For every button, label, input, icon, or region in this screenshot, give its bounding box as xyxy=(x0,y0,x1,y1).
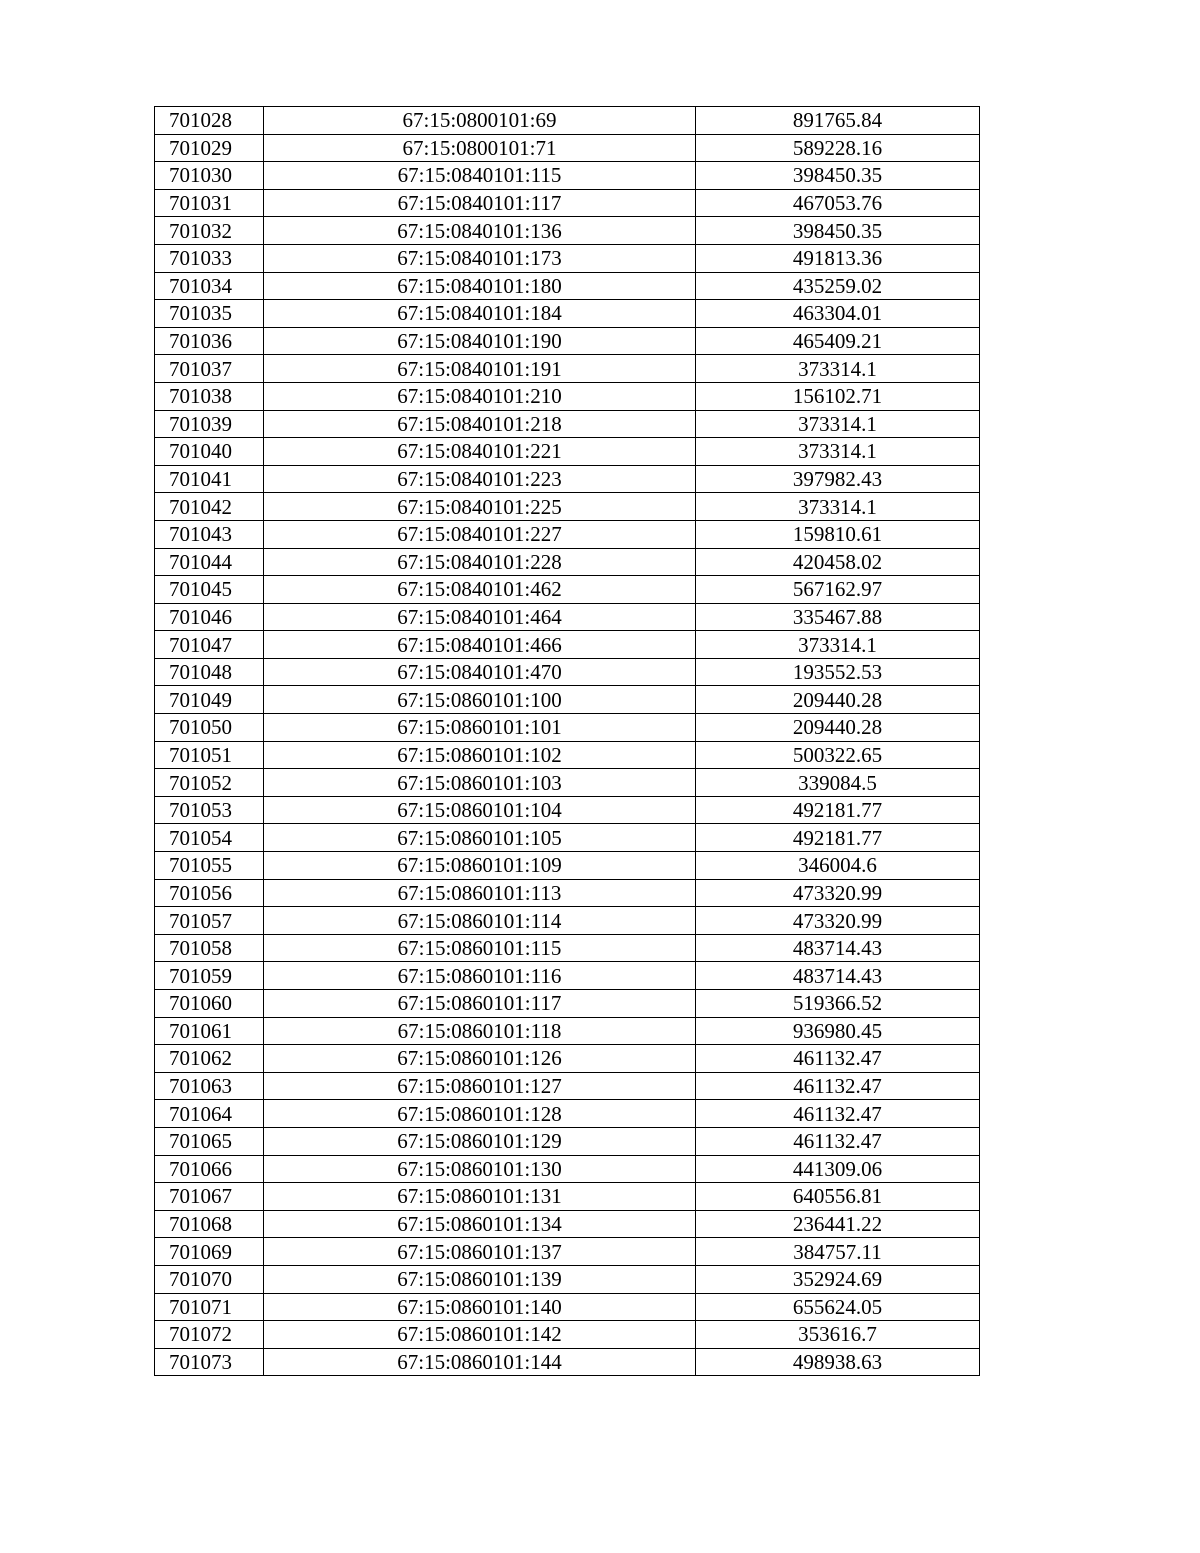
row-number-cell: 701065 xyxy=(155,1127,264,1155)
table-row xyxy=(155,1265,980,1293)
row-number-cell: 701072 xyxy=(155,1321,264,1349)
cadastral-number-cell: 67:15:0860101:128 xyxy=(264,1100,696,1128)
table-row xyxy=(155,1155,980,1183)
row-number-cell: 701047 xyxy=(155,631,264,659)
cadastral-number-cell: 67:15:0840101:464 xyxy=(264,603,696,631)
cadastral-number-cell: 67:15:0860101:117 xyxy=(264,990,696,1018)
cadastral-number-cell: 67:15:0860101:109 xyxy=(264,852,696,880)
cadastral-value-cell: 461132.47 xyxy=(696,1045,980,1073)
row-number-cell: 701063 xyxy=(155,1072,264,1100)
row-number-cell: 701069 xyxy=(155,1238,264,1266)
row-number-cell: 701062 xyxy=(155,1045,264,1073)
row-number-cell: 701038 xyxy=(155,382,264,410)
row-number-cell: 701060 xyxy=(155,990,264,1018)
table-row xyxy=(155,990,980,1018)
cadastral-number-cell: 67:15:0840101:466 xyxy=(264,631,696,659)
table-row xyxy=(155,1127,980,1155)
cadastral-value-cell: 209440.28 xyxy=(696,686,980,714)
cadastral-number-cell: 67:15:0860101:102 xyxy=(264,741,696,769)
cadastral-number-cell: 67:15:0860101:114 xyxy=(264,907,696,935)
row-number-cell: 701029 xyxy=(155,134,264,162)
cadastral-value-cell: 519366.52 xyxy=(696,990,980,1018)
row-number-cell: 701059 xyxy=(155,962,264,990)
cadastral-value-cell: 435259.02 xyxy=(696,272,980,300)
row-number-cell: 701037 xyxy=(155,355,264,383)
cadastral-number-cell: 67:15:0840101:191 xyxy=(264,355,696,383)
table-row xyxy=(155,741,980,769)
table-row xyxy=(155,189,980,217)
table-row xyxy=(155,1210,980,1238)
table-row xyxy=(155,465,980,493)
row-number-cell: 701053 xyxy=(155,796,264,824)
row-number-cell: 701032 xyxy=(155,217,264,245)
table-row xyxy=(155,355,980,383)
cadastral-value-cell: 420458.02 xyxy=(696,548,980,576)
row-number-cell: 701041 xyxy=(155,465,264,493)
cadastral-value-cell: 492181.77 xyxy=(696,824,980,852)
row-number-cell: 701043 xyxy=(155,520,264,548)
cadastral-number-cell: 67:15:0860101:134 xyxy=(264,1210,696,1238)
table-row xyxy=(155,244,980,272)
row-number-cell: 701068 xyxy=(155,1210,264,1238)
cadastral-number-cell: 67:15:0840101:462 xyxy=(264,576,696,604)
cadastral-value-cell: 397982.43 xyxy=(696,465,980,493)
cadastral-number-cell: 67:15:0840101:117 xyxy=(264,189,696,217)
cadastral-value-cell: 463304.01 xyxy=(696,300,980,328)
cadastral-number-cell: 67:15:0860101:129 xyxy=(264,1127,696,1155)
row-number-cell: 701070 xyxy=(155,1265,264,1293)
cadastral-value-cell: 193552.53 xyxy=(696,658,980,686)
row-number-cell: 701054 xyxy=(155,824,264,852)
table-row xyxy=(155,162,980,190)
cadastral-value-cell: 236441.22 xyxy=(696,1210,980,1238)
cadastral-value-cell: 461132.47 xyxy=(696,1127,980,1155)
table-row xyxy=(155,438,980,466)
cadastral-value-cell: 891765.84 xyxy=(696,107,980,135)
cadastral-number-cell: 67:15:0860101:142 xyxy=(264,1321,696,1349)
row-number-cell: 701050 xyxy=(155,714,264,742)
cadastral-value-cell: 156102.71 xyxy=(696,382,980,410)
table-body xyxy=(155,107,980,1376)
cadastral-number-cell: 67:15:0800101:69 xyxy=(264,107,696,135)
table-row xyxy=(155,879,980,907)
row-number-cell: 701052 xyxy=(155,769,264,797)
cadastral-value-cell: 441309.06 xyxy=(696,1155,980,1183)
cadastral-number-cell: 67:15:0860101:116 xyxy=(264,962,696,990)
cadastral-value-cell: 498938.63 xyxy=(696,1348,980,1376)
row-number-cell: 701034 xyxy=(155,272,264,300)
cadastral-number-cell: 67:15:0860101:101 xyxy=(264,714,696,742)
cadastral-value-cell: 352924.69 xyxy=(696,1265,980,1293)
cadastral-value-cell: 936980.45 xyxy=(696,1017,980,1045)
table-row xyxy=(155,107,980,135)
table-row xyxy=(155,1017,980,1045)
table-row xyxy=(155,714,980,742)
cadastral-value-cell: 589228.16 xyxy=(696,134,980,162)
cadastral-value-cell: 373314.1 xyxy=(696,410,980,438)
cadastral-number-cell: 67:15:0840101:227 xyxy=(264,520,696,548)
table-row xyxy=(155,824,980,852)
table-row xyxy=(155,1321,980,1349)
row-number-cell: 701033 xyxy=(155,244,264,272)
cadastral-value-cell: 483714.43 xyxy=(696,934,980,962)
cadastral-value-cell: 335467.88 xyxy=(696,603,980,631)
cadastral-number-cell: 67:15:0860101:115 xyxy=(264,934,696,962)
row-number-cell: 701051 xyxy=(155,741,264,769)
cadastral-value-cell: 473320.99 xyxy=(696,907,980,935)
table-row xyxy=(155,1045,980,1073)
table-row xyxy=(155,548,980,576)
table-row xyxy=(155,1293,980,1321)
cadastral-number-cell: 67:15:0840101:221 xyxy=(264,438,696,466)
row-number-cell: 701031 xyxy=(155,189,264,217)
cadastral-number-cell: 67:15:0840101:228 xyxy=(264,548,696,576)
cadastral-number-cell: 67:15:0860101:100 xyxy=(264,686,696,714)
row-number-cell: 701035 xyxy=(155,300,264,328)
cadastral-number-cell: 67:15:0840101:136 xyxy=(264,217,696,245)
row-number-cell: 701049 xyxy=(155,686,264,714)
table-row xyxy=(155,493,980,521)
cadastral-number-cell: 67:15:0840101:184 xyxy=(264,300,696,328)
cadastral-value-cell: 500322.65 xyxy=(696,741,980,769)
cadastral-number-cell: 67:15:0840101:218 xyxy=(264,410,696,438)
table-row xyxy=(155,217,980,245)
table-row xyxy=(155,272,980,300)
cadastral-value-cell: 353616.7 xyxy=(696,1321,980,1349)
row-number-cell: 701048 xyxy=(155,658,264,686)
cadastral-value-cell: 467053.76 xyxy=(696,189,980,217)
table-row xyxy=(155,907,980,935)
cadastral-value-cell: 492181.77 xyxy=(696,796,980,824)
cadastral-value-cell: 461132.47 xyxy=(696,1100,980,1128)
row-number-cell: 701045 xyxy=(155,576,264,604)
table-row xyxy=(155,686,980,714)
cadastral-value-cell: 483714.43 xyxy=(696,962,980,990)
cadastral-number-cell: 67:15:0840101:190 xyxy=(264,327,696,355)
cadastral-value-table xyxy=(154,106,980,1376)
cadastral-value-cell: 373314.1 xyxy=(696,631,980,659)
cadastral-value-cell: 473320.99 xyxy=(696,879,980,907)
cadastral-value-cell: 640556.81 xyxy=(696,1183,980,1211)
cadastral-value-cell: 159810.61 xyxy=(696,520,980,548)
row-number-cell: 701064 xyxy=(155,1100,264,1128)
cadastral-number-cell: 67:15:0860101:103 xyxy=(264,769,696,797)
row-number-cell: 701055 xyxy=(155,852,264,880)
cadastral-number-cell: 67:15:0860101:118 xyxy=(264,1017,696,1045)
row-number-cell: 701042 xyxy=(155,493,264,521)
row-number-cell: 701067 xyxy=(155,1183,264,1211)
cadastral-number-cell: 67:15:0860101:127 xyxy=(264,1072,696,1100)
table-row xyxy=(155,769,980,797)
cadastral-number-cell: 67:15:0840101:223 xyxy=(264,465,696,493)
cadastral-value-cell: 209440.28 xyxy=(696,714,980,742)
cadastral-value-cell: 346004.6 xyxy=(696,852,980,880)
table-row xyxy=(155,1072,980,1100)
cadastral-value-cell: 398450.35 xyxy=(696,217,980,245)
cadastral-number-cell: 67:15:0860101:139 xyxy=(264,1265,696,1293)
row-number-cell: 701071 xyxy=(155,1293,264,1321)
table-row xyxy=(155,1238,980,1266)
table-row xyxy=(155,852,980,880)
table-row xyxy=(155,520,980,548)
cadastral-number-cell: 67:15:0860101:130 xyxy=(264,1155,696,1183)
cadastral-number-cell: 67:15:0840101:115 xyxy=(264,162,696,190)
cadastral-value-cell: 339084.5 xyxy=(696,769,980,797)
row-number-cell: 701046 xyxy=(155,603,264,631)
row-number-cell: 701040 xyxy=(155,438,264,466)
cadastral-value-cell: 655624.05 xyxy=(696,1293,980,1321)
row-number-cell: 701057 xyxy=(155,907,264,935)
table-row xyxy=(155,934,980,962)
cadastral-number-cell: 67:15:0860101:105 xyxy=(264,824,696,852)
row-number-cell: 701044 xyxy=(155,548,264,576)
cadastral-value-cell: 373314.1 xyxy=(696,493,980,521)
cadastral-number-cell: 67:15:0840101:210 xyxy=(264,382,696,410)
table-row xyxy=(155,603,980,631)
cadastral-number-cell: 67:15:0860101:144 xyxy=(264,1348,696,1376)
cadastral-number-cell: 67:15:0860101:131 xyxy=(264,1183,696,1211)
table-row xyxy=(155,796,980,824)
cadastral-value-cell: 567162.97 xyxy=(696,576,980,604)
table-row xyxy=(155,658,980,686)
cadastral-value-cell: 384757.11 xyxy=(696,1238,980,1266)
cadastral-value-cell: 373314.1 xyxy=(696,438,980,466)
cadastral-number-cell: 67:15:0840101:225 xyxy=(264,493,696,521)
cadastral-value-cell: 461132.47 xyxy=(696,1072,980,1100)
cadastral-value-cell: 398450.35 xyxy=(696,162,980,190)
cadastral-number-cell: 67:15:0840101:173 xyxy=(264,244,696,272)
row-number-cell: 701056 xyxy=(155,879,264,907)
cadastral-number-cell: 67:15:0860101:137 xyxy=(264,1238,696,1266)
cadastral-number-cell: 67:15:0860101:104 xyxy=(264,796,696,824)
row-number-cell: 701073 xyxy=(155,1348,264,1376)
table-row xyxy=(155,410,980,438)
cadastral-number-cell: 67:15:0840101:470 xyxy=(264,658,696,686)
cadastral-value-cell: 465409.21 xyxy=(696,327,980,355)
row-number-cell: 701030 xyxy=(155,162,264,190)
table-row xyxy=(155,300,980,328)
cadastral-number-cell: 67:15:0800101:71 xyxy=(264,134,696,162)
table-row xyxy=(155,1348,980,1376)
cadastral-value-cell: 491813.36 xyxy=(696,244,980,272)
cadastral-number-cell: 67:15:0840101:180 xyxy=(264,272,696,300)
cadastral-value-cell: 373314.1 xyxy=(696,355,980,383)
row-number-cell: 701066 xyxy=(155,1155,264,1183)
row-number-cell: 701061 xyxy=(155,1017,264,1045)
cadastral-number-cell: 67:15:0860101:126 xyxy=(264,1045,696,1073)
table-row xyxy=(155,576,980,604)
row-number-cell: 701039 xyxy=(155,410,264,438)
table-row xyxy=(155,382,980,410)
table-row xyxy=(155,327,980,355)
table-row xyxy=(155,631,980,659)
row-number-cell: 701036 xyxy=(155,327,264,355)
row-number-cell: 701058 xyxy=(155,934,264,962)
table-row xyxy=(155,962,980,990)
table-row xyxy=(155,134,980,162)
table-row xyxy=(155,1100,980,1128)
row-number-cell: 701028 xyxy=(155,107,264,135)
table-row xyxy=(155,1183,980,1211)
cadastral-number-cell: 67:15:0860101:113 xyxy=(264,879,696,907)
cadastral-number-cell: 67:15:0860101:140 xyxy=(264,1293,696,1321)
